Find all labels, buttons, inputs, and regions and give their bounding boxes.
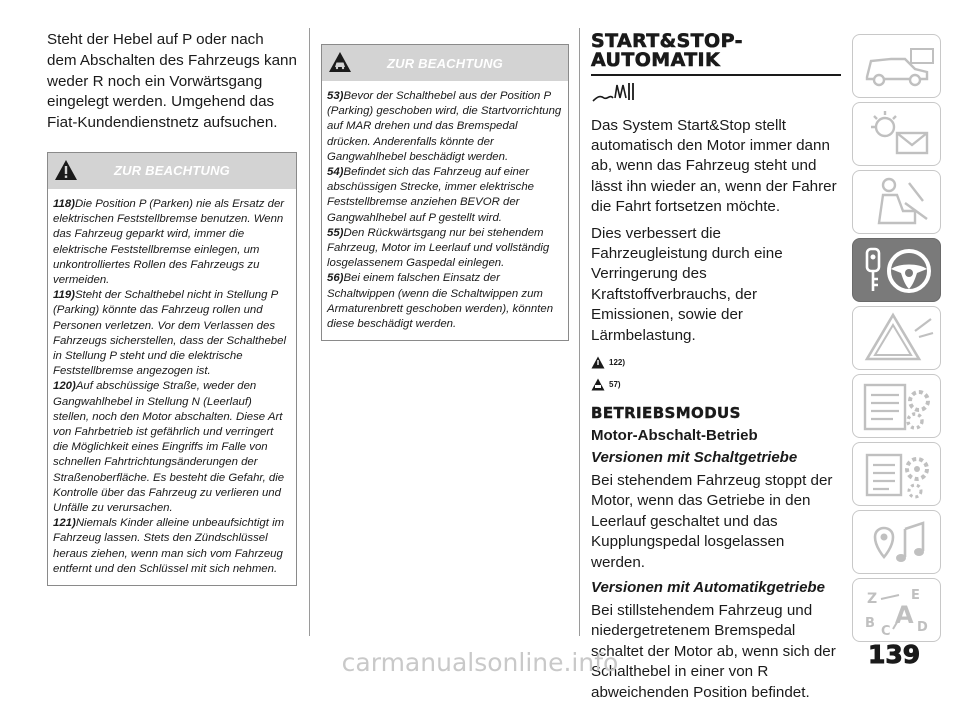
tab-maintenance[interactable] (852, 374, 941, 438)
item-text: Bei einem falschen Einsatz der Schaltwippen (wenn die Schaltwippen zum Armaturenbrett geschoben werden), könnten diese beschädigt werden. (327, 272, 554, 331)
item-number: 120) (53, 380, 76, 393)
svg-text:D: D (917, 620, 928, 635)
warning-body (322, 81, 568, 340)
section-title (591, 32, 841, 70)
warning-triangle-icon (54, 159, 78, 181)
warning-item (327, 165, 563, 226)
subsection-title: BETRIEBSMODUS (591, 403, 741, 422)
warning-header (322, 45, 568, 81)
warning-item (327, 89, 563, 165)
warning-item (53, 288, 291, 379)
page-number: 139 (868, 640, 921, 669)
item-text: Den Rückwärtsgang nur bei stehendem Fahrzeug, Motor im Leerlauf und vollständig losgelassenem Gaspedal einlegen. (327, 226, 550, 270)
car-icon (853, 35, 942, 99)
svg-text:E: E (911, 588, 920, 603)
intro-paragraph: Steht der Hebel auf P oder nach dem Abschalten des Fahrzeugs kann weder R noch ein Vorwärtsgang eingelegt werden. Umgehend das Fiat-Kundendienstnetz aufsuchen. (47, 31, 297, 132)
item-number: 56) (327, 272, 344, 285)
watermark: carmanualsonline.info (341, 648, 619, 677)
svg-text:A: A (895, 601, 914, 629)
warning-body (48, 189, 296, 585)
warning-item (327, 271, 563, 332)
warning-box-middle (321, 44, 569, 341)
heading-motor: Motor-Abschalt-Betrieb (591, 426, 758, 444)
warning-reference (591, 352, 841, 374)
middle-column (321, 44, 567, 341)
warning-car-icon (328, 51, 352, 73)
svg-text:C: C (881, 624, 891, 639)
tab-technical-data[interactable] (852, 442, 941, 506)
tab-seat-safety[interactable] (852, 170, 941, 234)
tab-warning-lights[interactable] (852, 102, 941, 166)
item-text: Auf abschüssige Straße, weder den Gangwahlhebel in Stellung N (Leerlauf) stellen, noch den Motor abschalten. Diese Art von Fahrbetrieb ist gefährlich und verringert die Möglichkeit eines Eingriffs im Falle von schnellen Fahrtrichtungsänderungen der Straßenoberfläche. Es besteht die Gefahr, die Kontrolle über das Fahrzeug zu verlieren und Unfälle zu verursachen. (53, 380, 285, 515)
item-text: Bevor der Schalthebel aus der Position P (Parking) geschoben wird, die Startvorrichtung auf MAR drehen und das Bremspedal drücken. Anderenfalls könnte der Gangwahlhebel beschädigt werden. (327, 90, 562, 163)
warning-car-icon (591, 378, 605, 391)
tab-multimedia[interactable] (852, 510, 941, 574)
warning-triangle-icon (591, 356, 605, 369)
right-column (591, 30, 841, 703)
item-text: Niemals Kinder alleine unbeaufsichtigt im Fahrzeug lassen. Stets den Zündschlüssel heraus ziehen, wenn man sich vom Fahrzeug entfernt und den Schlüssel mit sich nehmen. (53, 517, 285, 575)
multimedia-icon (853, 511, 942, 575)
item-text: Steht der Schalthebel nicht in Stellung P (Parking) könnte das Fahrzeug rollen und Personen verletzen. Vor dem Verlassen des Fahrzeugs sicherstellen, dass der Schalthebel in Stellung P steht und die elektrische Feststellbremse angezogen ist. (53, 289, 287, 378)
heading-automatic: Versionen mit Automatikgetriebe (591, 579, 825, 596)
section-title-line2: AUTOMATIK (591, 49, 721, 71)
item-number: 119) (53, 289, 75, 302)
warning-title: ZUR BEACHTUNG (387, 55, 503, 71)
item-number: 53) (327, 90, 344, 102)
svg-text:Z: Z (867, 591, 878, 607)
warning-box-left (47, 152, 297, 586)
warning-title: ZUR BEACHTUNG (114, 163, 230, 179)
warning-item (53, 197, 291, 288)
reference-number: 57) (609, 380, 621, 390)
column-divider (579, 28, 580, 636)
reference-number: 122) (609, 358, 626, 368)
attention-reference (591, 374, 841, 396)
tab-car[interactable] (852, 34, 941, 98)
item-text: Die Position P (Parken) nie als Ersatz der elektrischen Feststellbremse benutzen. Wenn das Fahrzeug geparkt wird, immer die elektrische Feststellbremse einlegen, um unkontrolliertes Rollen des Fahrzeugs zu vermeiden. (53, 197, 285, 286)
warning-item (53, 379, 291, 516)
start-stop-handwriting-icon (591, 79, 635, 105)
index-icon (853, 579, 942, 643)
steering-wheel-key-icon (853, 239, 942, 303)
paragraph: Dies verbessert die Fahrzeugleistung durch eine Verringerung des Kraftstoffverbrauchs, der Emissionen, sowie der Lärmbelastung. (591, 224, 783, 344)
item-number: 121) (53, 517, 76, 530)
section-title-line1: START&STOP- (591, 30, 743, 52)
heading-manual: Versionen mit Schaltgetriebe (591, 448, 798, 466)
warning-lights-icon (853, 103, 942, 167)
svg-text:B: B (865, 616, 875, 631)
item-number: 54) (327, 166, 344, 179)
item-number: 118) (53, 197, 75, 210)
tab-starting-driving[interactable] (852, 238, 941, 302)
paragraph: Bei stehendem Fahrzeug stoppt der Motor, wenn das Getriebe in den Leerlauf geschaltet und das Kupplungspedal losgelassen werden. (591, 471, 833, 571)
column-divider (309, 28, 310, 636)
item-text: Befindet sich das Fahrzeug auf einer abschüssigen Strecke, immer elektrische Feststellbremse anziehen BEVOR der Gangwahlhebel auf P gestellt wird. (327, 166, 535, 224)
warning-item (53, 516, 291, 577)
paragraph: Bei stillstehendem Fahrzeug und niedergetretenem Bremspedal schaltet der Motor ab, wenn sich der Schalthebel in einer von R abweichenden Position befindet. (591, 602, 836, 701)
emergency-triangle-icon (853, 307, 942, 371)
warning-item (327, 226, 563, 272)
technical-data-icon (853, 443, 942, 507)
warning-header (48, 153, 296, 189)
paragraph: Das System Start&Stop stellt automatisch den Motor immer dann ab, wenn das Fahrzeug steht und lässt ihn wieder an, wenn der Fahrer die Fahrt fortsetzen möchte. (591, 116, 837, 216)
section-rule (591, 74, 841, 76)
maintenance-icon (853, 375, 942, 439)
left-column (47, 30, 297, 586)
tab-index[interactable] (852, 578, 941, 642)
item-number: 55) (327, 226, 344, 239)
seat-safety-icon (853, 171, 942, 235)
tab-emergency[interactable] (852, 306, 941, 370)
